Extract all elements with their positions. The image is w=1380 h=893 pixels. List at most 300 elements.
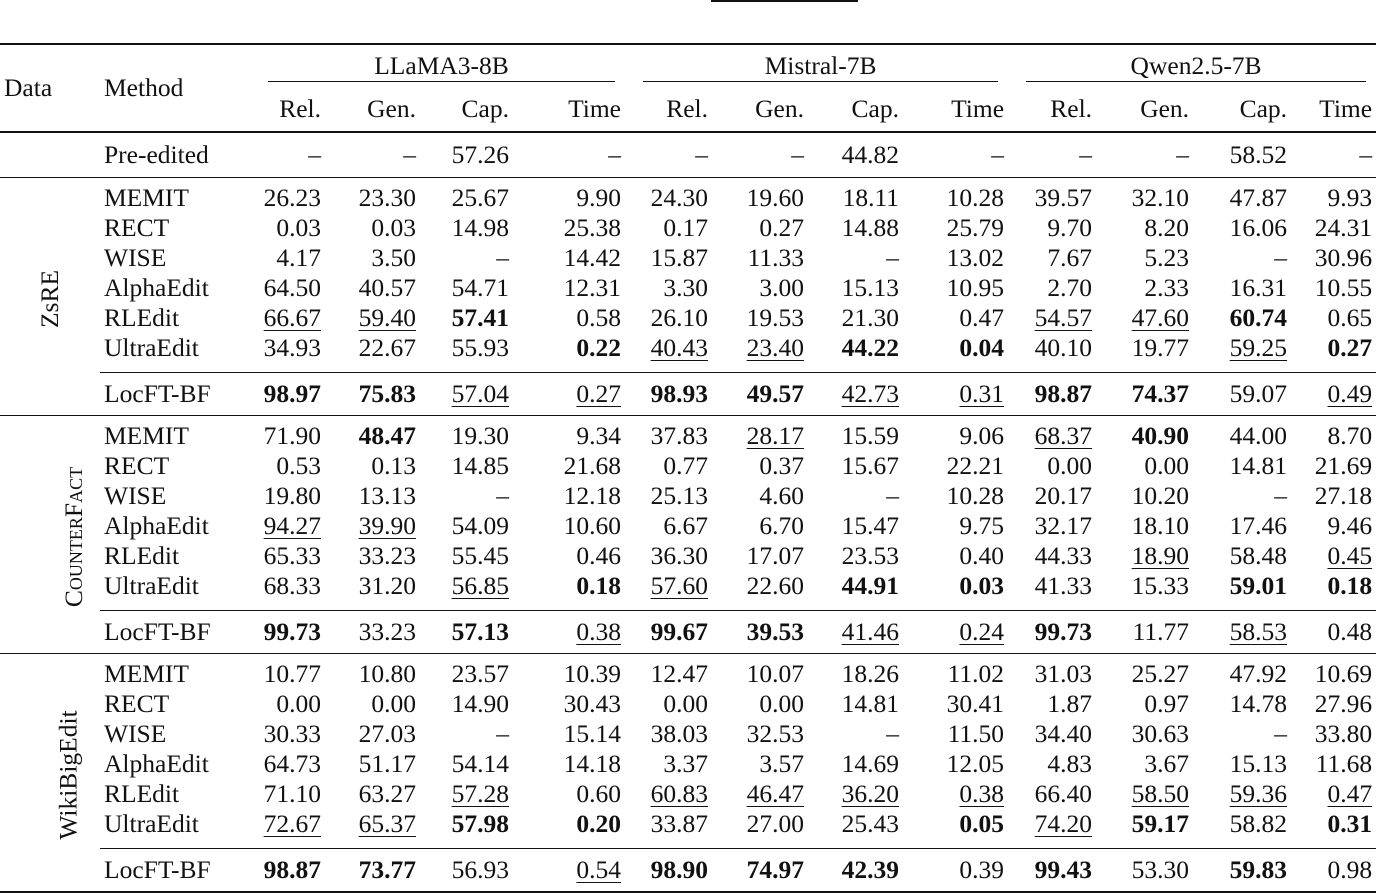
method-name: RLEdit: [104, 779, 180, 808]
table-cell: 18.11: [808, 178, 903, 214]
table-cell: 49.57: [712, 373, 808, 416]
table-cell: 10.20: [1131, 481, 1190, 510]
table-cell: 18.10: [1131, 511, 1190, 540]
table-cell: 22.67: [358, 333, 416, 362]
table-cell: 68.33: [263, 571, 321, 600]
table-cell: 3.50: [371, 243, 416, 272]
table-cell: 13.13: [358, 481, 416, 510]
table-cell: 33.23: [358, 541, 416, 570]
metric-header: Cap.: [461, 94, 509, 123]
method-name: Pre-edited: [104, 140, 209, 169]
table-cell: 21.69: [1314, 451, 1373, 480]
table-cell: 1.87: [1047, 689, 1093, 718]
table-cell: –: [695, 140, 708, 169]
table-cell: 18.26: [808, 654, 903, 690]
table-cell: 21.68: [563, 451, 621, 480]
table-cell: 59.40: [358, 303, 416, 332]
table-cell: 25.43: [841, 809, 899, 838]
table-cell: 33.80: [1314, 719, 1373, 748]
table-cell: 0.17: [663, 213, 708, 242]
table-cell: 32.17: [1034, 511, 1093, 540]
metric-header: Gen.: [1140, 94, 1190, 123]
table-cell: 66.40: [1034, 779, 1093, 808]
table-cell: 40.90: [1096, 416, 1193, 452]
table-cell: 23.30: [325, 178, 420, 214]
table-cell: 64.50: [263, 273, 321, 302]
table-cell: 98.87: [250, 849, 325, 893]
table-row: [0, 749, 1376, 779]
table-cell: 14.42: [563, 243, 621, 272]
metric-header: Rel.: [1050, 94, 1093, 123]
table-cell: 9.34: [513, 416, 625, 452]
table-cell: 0.00: [663, 689, 708, 718]
table-cell: 10.28: [903, 178, 1008, 214]
table-cell: –: [496, 481, 509, 510]
table-cell: 5.23: [1144, 243, 1190, 272]
table-cell: 75.83: [325, 373, 420, 416]
method-name: MEMIT: [100, 178, 250, 214]
table-cell: 0.18: [1327, 571, 1373, 600]
table-cell: 59.25: [1229, 333, 1288, 362]
table-row: [0, 178, 1376, 214]
method-name: LocFT-BF: [100, 849, 250, 893]
table-cell: 0.18: [576, 571, 621, 600]
table-cell: 0.31: [1327, 809, 1373, 838]
table-cell: 37.83: [625, 416, 712, 452]
table-cell: 14.81: [1229, 451, 1288, 480]
table-cell: 44.82: [841, 140, 899, 169]
table-cell: 8.70: [1291, 416, 1376, 452]
table-cell: 44.33: [1034, 541, 1093, 570]
table-cell: 12.31: [563, 273, 621, 302]
metric-header: Rel.: [279, 94, 321, 123]
table-cell: 31.20: [358, 571, 416, 600]
table-cell: 0.39: [903, 849, 1008, 893]
table-cell: 0.05: [959, 809, 1005, 838]
table-cell: 0.31: [903, 373, 1008, 416]
table-cell: 0.03: [371, 213, 416, 242]
table-cell: 18.90: [1131, 541, 1190, 570]
table-cell: 19.60: [712, 178, 808, 214]
table-cell: 74.97: [712, 849, 808, 893]
table-cell: 0.13: [371, 451, 416, 480]
table-cell: 0.77: [663, 451, 708, 480]
dataset-label: CounterFact: [0, 416, 100, 654]
table-cell: –: [1079, 140, 1093, 169]
table-cell: 72.67: [263, 809, 321, 838]
table-cell: 27.18: [1314, 481, 1373, 510]
table-row: [0, 273, 1376, 303]
metric-header: Rel.: [666, 94, 708, 123]
table-row: [0, 451, 1376, 481]
table-cell: 22.21: [946, 451, 1005, 480]
table-cell: 14.69: [841, 749, 899, 778]
table-cell: 73.77: [325, 849, 420, 893]
table-row: [0, 779, 1376, 809]
table-cell: 59.01: [1229, 571, 1288, 600]
table-cell: 0.47: [1327, 779, 1373, 808]
table-cell: 12.47: [625, 654, 712, 690]
table-row: [0, 511, 1376, 541]
table-cell: 26.23: [250, 178, 325, 214]
table-cell: 0.48: [1291, 611, 1376, 654]
table-cell: 65.37: [358, 809, 416, 838]
table-cell: 44.91: [841, 571, 899, 600]
table-cell: 58.50: [1131, 779, 1190, 808]
table-cell: 21.30: [841, 303, 899, 332]
table-cell: –: [1274, 481, 1288, 510]
method-name: RLEdit: [104, 541, 180, 570]
table-cell: 3.00: [759, 273, 804, 302]
dataset-label: WikiBigEdit: [0, 654, 100, 893]
table-cell: 58.48: [1229, 541, 1288, 570]
table-cell: 14.85: [451, 451, 509, 480]
table-cell: 11.68: [1315, 749, 1373, 778]
table-cell: 99.43: [1008, 849, 1096, 893]
table-cell: 60.74: [1229, 303, 1288, 332]
table-row-ours: [0, 373, 1376, 416]
table-cell: 48.47: [325, 416, 420, 452]
table-cell: 7.67: [1047, 243, 1093, 272]
table-cell: 19.77: [1131, 333, 1190, 362]
table-cell: 54.71: [451, 273, 509, 302]
table-cell: 3.30: [663, 273, 708, 302]
table-cell: 3.67: [1144, 749, 1190, 778]
method-name: RECT: [104, 451, 170, 480]
table-cell: –: [886, 481, 899, 510]
table-cell: 4.83: [1047, 749, 1093, 778]
table-cell: 23.57: [420, 654, 513, 690]
table-cell: 11.33: [747, 243, 804, 272]
table-cell: –: [403, 140, 416, 169]
table-cell: 58.53: [1193, 611, 1291, 654]
table-cell: 39.57: [1008, 178, 1096, 214]
table-cell: 4.60: [759, 481, 804, 510]
model-header-row: [0, 44, 1376, 87]
table-cell: 12.05: [946, 749, 1005, 778]
table-cell: 0.04: [959, 333, 1005, 362]
table-cell: 9.93: [1291, 178, 1376, 214]
table-cell: 31.03: [1008, 654, 1096, 690]
table-cell: 68.37: [1008, 416, 1096, 452]
table-cell: 0.20: [576, 809, 621, 838]
table-cell: 0.45: [1327, 541, 1373, 570]
table-cell: 9.90: [513, 178, 625, 214]
metric-header: Gen.: [367, 94, 416, 123]
metric-header: Gen.: [755, 94, 804, 123]
table-cell: 0.65: [1327, 303, 1373, 332]
empty-data-cell: [0, 132, 100, 178]
method-name: RECT: [104, 689, 170, 718]
method-name: RLEdit: [104, 303, 180, 332]
method-name: AlphaEdit: [104, 273, 209, 302]
table-cell: 0.00: [1047, 451, 1093, 480]
table-cell: 33.87: [650, 809, 708, 838]
table-cell: 0.54: [513, 849, 625, 893]
table-cell: 15.47: [841, 511, 899, 540]
table-cell: –: [791, 140, 804, 169]
table-cell: 58.52: [1229, 140, 1288, 169]
table-cell: 44.22: [841, 333, 899, 362]
table-cell: 11.50: [947, 719, 1005, 748]
table-cell: 47.87: [1193, 178, 1291, 214]
table-cell: 57.13: [420, 611, 513, 654]
table-cell: 27.00: [746, 809, 804, 838]
table-cell: 36.30: [650, 541, 708, 570]
table-cell: 0.03: [276, 213, 321, 242]
table-cell: 98.93: [625, 373, 712, 416]
metric-header: Time: [1319, 94, 1373, 123]
table-cell: 41.46: [808, 611, 903, 654]
table-cell: 0.40: [959, 541, 1005, 570]
table-cell: 59.36: [1229, 779, 1288, 808]
table-cell: 20.17: [1034, 481, 1093, 510]
table-cell: 27.96: [1314, 689, 1373, 718]
table-cell: –: [991, 140, 1005, 169]
table-cell: 0.38: [959, 779, 1005, 808]
table-cell: 34.40: [1034, 719, 1093, 748]
table-cell: 25.13: [650, 481, 708, 510]
table-cell: 0.58: [576, 303, 621, 332]
table-cell: 40.57: [358, 273, 416, 302]
table-cell: 13.02: [946, 243, 1005, 272]
table-cell: –: [1274, 243, 1288, 272]
table-cell: 41.33: [1034, 571, 1093, 600]
table-cell: 0.37: [759, 451, 804, 480]
table-cell: 14.88: [841, 213, 899, 242]
table-cell: 0.00: [759, 689, 804, 718]
table-cell: 24.30: [625, 178, 712, 214]
table-cell: 66.67: [263, 303, 321, 332]
table-row: [0, 213, 1376, 243]
dataset-label: ZsRE: [0, 178, 100, 416]
table-cell: 10.28: [946, 481, 1005, 510]
table-cell: 33.23: [325, 611, 420, 654]
table-cell: –: [308, 140, 321, 169]
table-cell: 99.67: [625, 611, 712, 654]
table-cell: 0.27: [759, 213, 804, 242]
metric-header: Cap.: [1239, 94, 1288, 123]
table-cell: 14.98: [451, 213, 509, 242]
method-column-header: Method: [100, 44, 250, 132]
table-cell: 94.27: [263, 511, 321, 540]
table-cell: 25.27: [1096, 654, 1193, 690]
table-cell: 10.60: [563, 511, 621, 540]
table-cell: 24.31: [1314, 213, 1373, 242]
table-cell: 3.57: [759, 749, 804, 778]
method-name: LocFT-BF: [100, 611, 250, 654]
table-cell: –: [496, 719, 509, 748]
table-cell: 57.04: [420, 373, 513, 416]
table-row: [0, 481, 1376, 511]
table-cell: 0.00: [1144, 451, 1190, 480]
table-cell: 0.27: [1327, 333, 1373, 362]
table-cell: 9.46: [1327, 511, 1373, 540]
method-name: LocFT-BF: [100, 373, 250, 416]
model-header-llama: LLaMA3-8B: [250, 44, 625, 87]
table-cell: 2.70: [1047, 273, 1093, 302]
table-cell: 10.07: [712, 654, 808, 690]
table-cell: 17.07: [746, 541, 804, 570]
table-cell: 65.33: [263, 541, 321, 570]
table-cell: 0.49: [1291, 373, 1376, 416]
table-cell: 14.78: [1229, 689, 1288, 718]
table-cell: 27.03: [358, 719, 416, 748]
table-cell: 15.13: [1229, 749, 1288, 778]
table-cell: 59.17: [1131, 809, 1190, 838]
table-cell: 55.93: [451, 333, 509, 362]
table-cell: 47.92: [1193, 654, 1291, 690]
table-cell: 4.17: [276, 243, 321, 272]
table-cell: 10.39: [513, 654, 625, 690]
table-cell: 10.95: [946, 273, 1005, 302]
table-cell: 16.31: [1229, 273, 1288, 302]
table-cell: 36.20: [841, 779, 899, 808]
table-cell: 22.60: [746, 571, 804, 600]
table-cell: 58.82: [1229, 809, 1288, 838]
table-cell: 26.10: [650, 303, 708, 332]
table-cell: 54.57: [1034, 303, 1093, 332]
table-row-pre-edited: [0, 132, 1376, 178]
table-cell: 99.73: [1008, 611, 1096, 654]
table-cell: 9.06: [903, 416, 1008, 452]
table-cell: 63.27: [358, 779, 416, 808]
table-cell: 9.75: [959, 511, 1005, 540]
table-cell: –: [1176, 140, 1190, 169]
table-cell: 25.79: [946, 213, 1005, 242]
table-cell: 59.07: [1193, 373, 1291, 416]
table-cell: 32.53: [746, 719, 804, 748]
table-cell: 98.90: [625, 849, 712, 893]
table-cell: 0.60: [576, 779, 621, 808]
table-cell: –: [496, 243, 509, 272]
method-name: MEMIT: [100, 416, 250, 452]
method-name: WISE: [104, 719, 167, 748]
table-cell: 74.37: [1096, 373, 1193, 416]
method-name: WISE: [104, 481, 167, 510]
table-row-ours: [0, 849, 1376, 893]
table-cell: –: [886, 719, 899, 748]
table-cell: 56.85: [451, 571, 509, 600]
table-cell: 39.90: [358, 511, 416, 540]
table-cell: 44.00: [1193, 416, 1291, 452]
table-cell: 54.14: [451, 749, 509, 778]
metric-header: Time: [568, 94, 621, 123]
table-row: [0, 541, 1376, 571]
table-cell: 0.46: [576, 541, 621, 570]
table-cell: 46.47: [746, 779, 804, 808]
table-cell: 47.60: [1131, 303, 1190, 332]
table-cell: 10.55: [1314, 273, 1373, 302]
table-cell: 15.87: [650, 243, 708, 272]
method-name: AlphaEdit: [104, 511, 209, 540]
metric-header: Cap.: [851, 94, 899, 123]
table-cell: 10.77: [250, 654, 325, 690]
table-cell: 10.80: [325, 654, 420, 690]
method-name: WISE: [104, 243, 167, 272]
table-cell: 15.13: [841, 273, 899, 302]
model-header-qwen: Qwen2.5-7B: [1008, 44, 1376, 87]
table-cell: 32.10: [1096, 178, 1193, 214]
table-cell: 14.81: [841, 689, 899, 718]
table-cell: 34.93: [263, 333, 321, 362]
table-row: [0, 719, 1376, 749]
table-cell: 0.53: [276, 451, 321, 480]
results-table: [0, 43, 1376, 893]
table-cell: 0.00: [371, 689, 416, 718]
table-cell: 57.26: [451, 140, 509, 169]
table-cell: 25.38: [563, 213, 621, 242]
table-cell: 57.98: [451, 809, 509, 838]
table-cell: 40.43: [650, 333, 708, 362]
table-cell: 57.41: [451, 303, 509, 332]
table-cell: –: [608, 140, 621, 169]
table-cell: 53.30: [1096, 849, 1193, 893]
table-cell: 59.83: [1193, 849, 1291, 893]
table-cell: 30.96: [1314, 243, 1373, 272]
table-cell: 28.17: [712, 416, 808, 452]
top-rule: [711, 0, 858, 2]
table-cell: 56.93: [420, 849, 513, 893]
table-row: [0, 243, 1376, 273]
table-cell: 38.03: [650, 719, 708, 748]
table-cell: 25.67: [420, 178, 513, 214]
table-cell: 30.33: [263, 719, 321, 748]
table-cell: 11.02: [903, 654, 1008, 690]
table-cell: 19.30: [420, 416, 513, 452]
table-cell: 2.33: [1144, 273, 1190, 302]
table-cell: 71.10: [263, 779, 321, 808]
table-row: [0, 416, 1376, 452]
table-cell: 42.73: [808, 373, 903, 416]
table-cell: 23.53: [841, 541, 899, 570]
table-cell: 0.27: [513, 373, 625, 416]
table-cell: 19.80: [263, 481, 321, 510]
table-cell: 60.83: [650, 779, 708, 808]
table-row: [0, 654, 1376, 690]
table-cell: 54.09: [451, 511, 509, 540]
table-cell: 55.45: [451, 541, 509, 570]
table-cell: 9.70: [1047, 213, 1093, 242]
table-cell: 15.14: [563, 719, 621, 748]
table-cell: 17.46: [1229, 511, 1288, 540]
table-cell: 39.53: [712, 611, 808, 654]
table-cell: 15.33: [1131, 571, 1190, 600]
table-cell: 11.77: [1096, 611, 1193, 654]
method-name: RECT: [104, 213, 170, 242]
table-row-ours: [0, 611, 1376, 654]
table-cell: 99.73: [250, 611, 325, 654]
table-row: [0, 689, 1376, 719]
table-cell: 0.24: [903, 611, 1008, 654]
table-cell: 23.40: [746, 333, 804, 362]
method-name: UltraEdit: [104, 571, 199, 600]
table-cell: 0.47: [959, 303, 1005, 332]
table-row: [0, 333, 1376, 373]
table-row: [0, 303, 1376, 333]
table-cell: 14.90: [451, 689, 509, 718]
table-cell: 19.53: [746, 303, 804, 332]
table-row: [0, 571, 1376, 611]
table-cell: 8.20: [1144, 213, 1190, 242]
table-cell: 30.63: [1131, 719, 1190, 748]
table-cell: 30.43: [563, 689, 621, 718]
method-name: UltraEdit: [104, 333, 199, 362]
table-cell: 3.37: [663, 749, 708, 778]
table-cell: –: [1359, 140, 1373, 169]
table-cell: 15.59: [808, 416, 903, 452]
method-name: UltraEdit: [104, 809, 199, 838]
